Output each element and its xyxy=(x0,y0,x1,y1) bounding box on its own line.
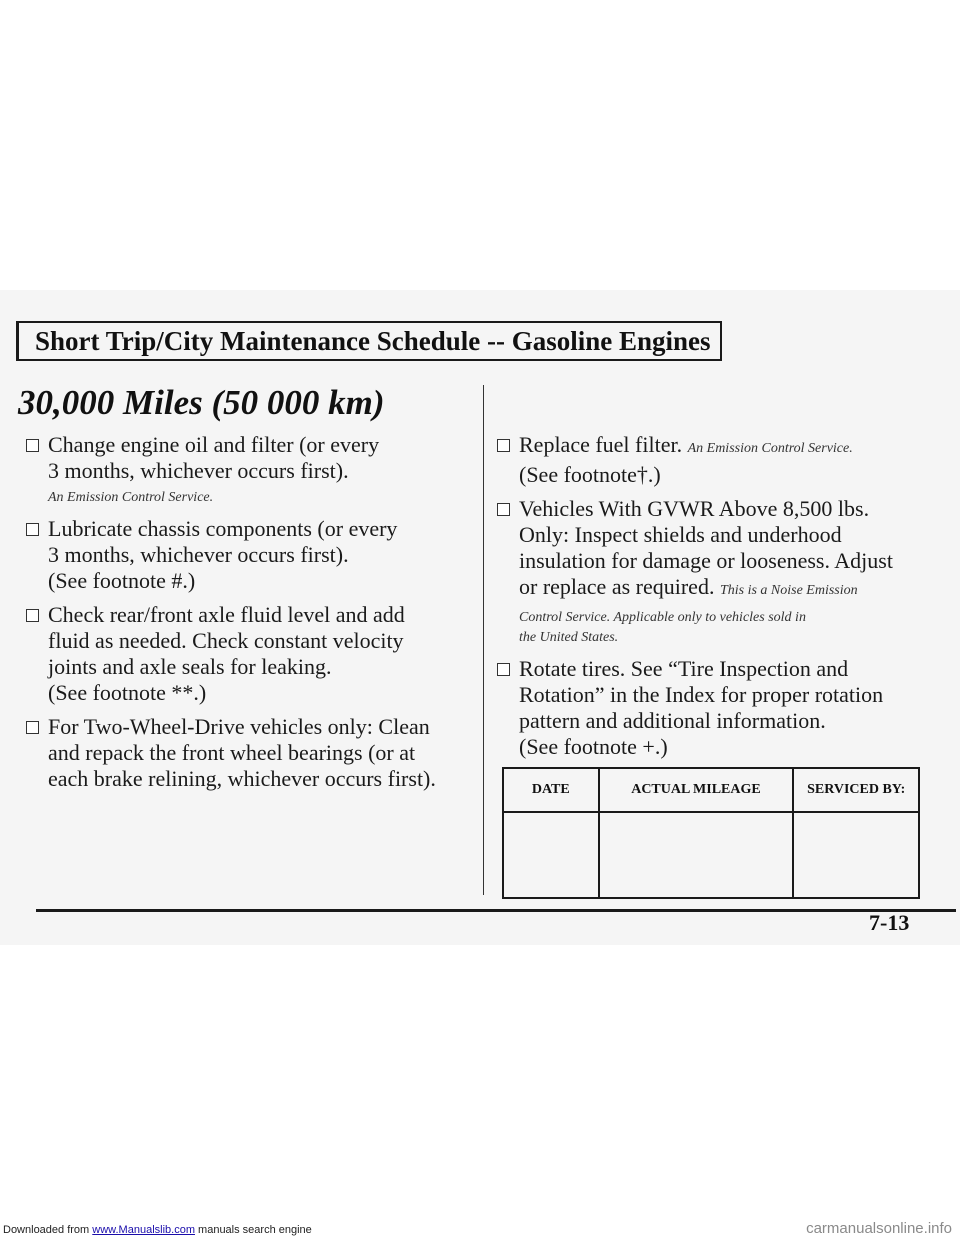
checkbox-icon[interactable] xyxy=(497,439,510,452)
checklist-item xyxy=(26,432,481,508)
footer-suffix: manuals search engine xyxy=(194,1224,312,1236)
item-text: Only: Inspect shields and underhood xyxy=(519,522,842,547)
column-divider xyxy=(483,385,484,895)
item-note: This is a Noise Emission xyxy=(719,583,858,598)
footer-prefix: Downloaded from xyxy=(3,1224,93,1236)
item-text: Lubricate chassis components (or every xyxy=(48,516,398,541)
item-text: and repack the front wheel bearings (or at xyxy=(48,740,416,765)
table-header-serviced-by: SERVICED BY: xyxy=(793,768,919,812)
checklist-item xyxy=(26,714,481,792)
checklist-item xyxy=(497,432,937,488)
item-text: Replace fuel filter. xyxy=(519,432,683,457)
item-text: or replace as required. xyxy=(519,574,715,599)
footer-rule xyxy=(36,909,956,912)
item-text: (See footnote +.) xyxy=(519,734,668,759)
item-text: pattern and additional information. xyxy=(519,708,826,733)
manualslib-link[interactable]: www.Manualslib.com xyxy=(92,1224,195,1236)
checklist-item xyxy=(497,496,937,648)
item-note: the United States. xyxy=(519,630,619,645)
table-header-mileage: ACTUAL MILEAGE xyxy=(599,768,794,812)
date-cell[interactable] xyxy=(503,812,599,898)
checkbox-icon[interactable] xyxy=(26,523,39,536)
download-footer xyxy=(3,1224,312,1236)
checkbox-icon[interactable] xyxy=(497,503,510,516)
mileage-cell[interactable] xyxy=(599,812,794,898)
table-header-date: DATE xyxy=(503,768,599,812)
item-text: (See footnote†.) xyxy=(519,462,661,487)
checklist-item xyxy=(26,602,481,706)
item-text: Check rear/front axle fluid level and add xyxy=(48,602,405,627)
item-note: An Emission Control Service. xyxy=(687,441,853,456)
service-record-table xyxy=(502,767,920,899)
checklist-item xyxy=(497,656,937,760)
schedule-header-title: Short Trip/City Maintenance Schedule -- Gasoline Engines xyxy=(35,325,711,356)
item-note: An Emission Control Service. xyxy=(48,490,214,505)
checklist-item xyxy=(26,516,481,594)
section-title: 30,000 Miles (50 000 km) xyxy=(18,383,385,422)
item-text: Rotation” in the Index for proper rotation xyxy=(519,682,884,707)
item-text: fluid as needed. Check constant velocity xyxy=(48,628,404,653)
schedule-header xyxy=(16,321,722,361)
watermark: carmanualsonline.info xyxy=(806,1220,952,1237)
item-text: (See footnote **.) xyxy=(48,680,207,705)
checkbox-icon[interactable] xyxy=(497,663,510,676)
serviced-by-cell[interactable] xyxy=(793,812,919,898)
checkbox-icon[interactable] xyxy=(26,609,39,622)
item-text: 3 months, whichever occurs first). xyxy=(48,458,349,483)
item-text: insulation for damage or looseness. Adjust xyxy=(519,548,893,573)
item-text: For Two-Wheel-Drive vehicles only: Clean xyxy=(48,714,430,739)
item-text: joints and axle seals for leaking. xyxy=(48,654,332,679)
item-text: (See footnote #.) xyxy=(48,568,196,593)
item-text: Change engine oil and filter (or every xyxy=(48,432,380,457)
left-column xyxy=(26,432,481,800)
item-text: Rotate tires. See “Tire Inspection and xyxy=(519,656,849,681)
item-note: Control Service. Applicable only to vehicles sold in xyxy=(519,610,806,625)
checkbox-icon[interactable] xyxy=(26,721,39,734)
right-column xyxy=(497,432,937,768)
page-number: 7-13 xyxy=(869,910,910,935)
item-text: 3 months, whichever occurs first). xyxy=(48,542,349,567)
item-text: Vehicles With GVWR Above 8,500 lbs. xyxy=(519,496,870,521)
checkbox-icon[interactable] xyxy=(26,439,39,452)
item-text: each brake relining, whichever occurs first). xyxy=(48,766,436,791)
